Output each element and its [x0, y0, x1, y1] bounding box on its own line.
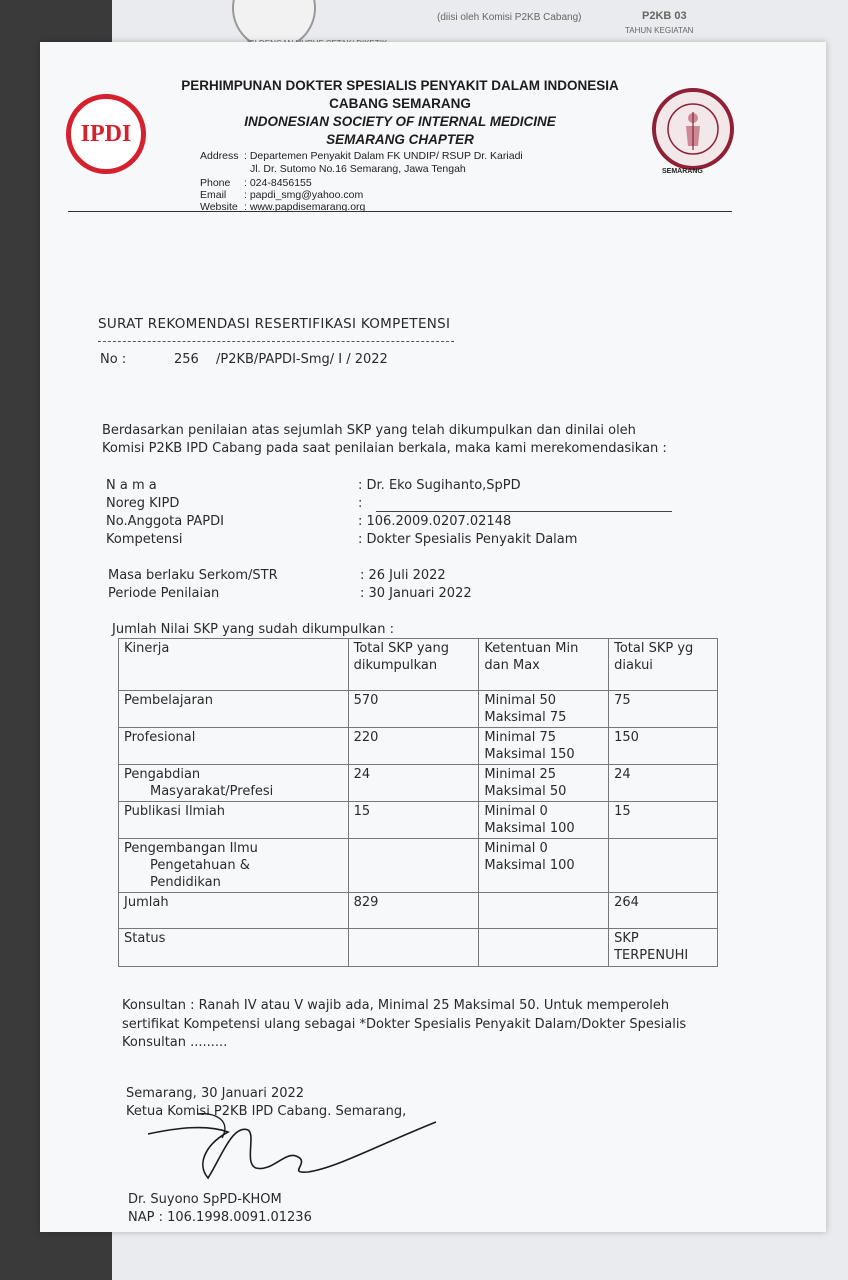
branch-name-id: CABANG SEMARANG: [329, 96, 471, 111]
field-value-noreg: :: [358, 496, 363, 511]
field-value-kompetensi: : Dokter Spesialis Penyakit Dalam: [358, 532, 578, 547]
jumlah-total: 829: [348, 893, 479, 929]
intro-line-1: Berdasarkan penilaian atas sejumlah SKP yang telah dikumpulkan dan dinilai oleh: [102, 423, 636, 438]
note-line-2: sertifikat Kompetensi ulang sebagai *Dokter Spesialis Penyakit Dalam/Dokter Spesialis: [122, 1017, 687, 1032]
email-key: Email: [200, 189, 227, 201]
ipdi-logo-text: IPDI: [80, 120, 132, 147]
table-jumlah-row: [119, 893, 718, 929]
signer-name: Dr. Suyono SpPD-KHOM: [128, 1192, 282, 1207]
table-row: [119, 691, 718, 728]
table-header-row: [119, 639, 718, 691]
row-diakui: 24: [609, 765, 718, 802]
address-key: Address: [200, 150, 239, 162]
ipdi-logo: [66, 94, 146, 174]
row-kinerja-3: Pendidikan: [150, 875, 221, 890]
row-min: Minimal 0: [484, 804, 548, 819]
table-caption: Jumlah Nilai SKP yang sudah dikumpulkan :: [112, 622, 394, 637]
row-total: 24: [348, 765, 479, 802]
note-line-3: Konsultan .........: [122, 1035, 228, 1050]
org-name-en: INDONESIAN SOCIETY OF INTERNAL MEDICINE: [244, 114, 556, 129]
intro-line-2: Komisi P2KB IPD Cabang pada saat penilaian berkala, maka kami merekomendasikan :: [102, 441, 667, 456]
table-row: [119, 728, 718, 765]
note-line-1: Konsultan : Ranah IV atau V wajib ada, Minimal 25 Maksimal 50. Untuk memperoleh: [122, 998, 670, 1013]
noreg-underline: [376, 511, 672, 512]
jumlah-label: Jumlah: [119, 893, 349, 929]
table-row: [119, 839, 718, 893]
field-label-anggota: No.Anggota PAPDI: [106, 514, 224, 529]
semarang-chapter-seal: [652, 88, 734, 170]
back-sheet-top-text: (diisi oleh Komisi P2KB Cabang): [437, 12, 582, 23]
row-kinerja: Publikasi Ilmiah: [124, 804, 226, 819]
address-line-1: [200, 150, 523, 162]
row-total: 570: [348, 691, 479, 728]
letter-title: SURAT REKOMENDASI RESERTIFIKASI KOMPETENSI: [98, 316, 451, 332]
status-label: Status: [119, 929, 349, 967]
seal-figure-icon: [656, 92, 730, 166]
field-label-periode: Periode Penilaian: [108, 586, 220, 601]
row-min: Minimal 0: [484, 841, 548, 856]
row-diakui: 15: [609, 802, 718, 839]
place-date: Semarang, 30 Januari 2022: [126, 1086, 305, 1101]
field-label-nama: N a m a: [106, 478, 157, 493]
field-label-noreg: Noreg KIPD: [106, 496, 180, 511]
field-value-nama: : Dr. Eko Sugihanto,SpPD: [358, 478, 521, 493]
table-row: [119, 802, 718, 839]
field-label-kompetensi: Kompetensi: [106, 532, 183, 547]
phone-value: : 024-8456155: [244, 177, 312, 189]
field-value-periode: : 30 Januari 2022: [360, 586, 472, 601]
letter-no-label: No :: [100, 352, 127, 367]
phone-line: [200, 177, 312, 189]
row-total: 220: [348, 728, 479, 765]
website-key: Website: [200, 201, 238, 213]
row-kinerja: Pengembangan Ilmu: [124, 841, 258, 856]
letter-page: [40, 42, 826, 1232]
header-ketentuan: Ketentuan Min dan Max: [479, 639, 609, 691]
row-total: 15: [348, 802, 479, 839]
email-line: [200, 189, 363, 201]
row-kinerja: Pembelajaran: [124, 693, 213, 708]
table-status-row: [119, 929, 718, 967]
letter-no-value: 256: [174, 352, 199, 367]
signer-nap: NAP : 106.1998.0091.01236: [128, 1210, 312, 1225]
row-max: Maksimal 150: [484, 747, 575, 762]
row-min: Minimal 50: [484, 693, 557, 708]
status-value-2: TERPENUHI: [614, 948, 689, 963]
row-diakui: 150: [609, 728, 718, 765]
field-label-masa-berlaku: Masa berlaku Serkom/STR: [108, 568, 278, 583]
title-dashed-rule: [98, 341, 454, 342]
row-min: Minimal 75: [484, 730, 557, 745]
handwritten-signature: [136, 1094, 456, 1184]
row-kinerja: Pengabdian: [124, 767, 201, 782]
row-max: Maksimal 100: [484, 821, 575, 836]
header-kinerja: Kinerja: [119, 639, 349, 691]
jumlah-diakui: 264: [609, 893, 718, 929]
row-kinerja-2: Pengetahuan &: [150, 858, 250, 873]
field-value-anggota: : 106.2009.0207.02148: [358, 514, 512, 529]
status-value-1: SKP: [614, 931, 639, 946]
letter-no-suffix: /P2KB/PAPDI-Smg/ I / 2022: [216, 352, 388, 367]
header-diakui: Total SKP yg diakui: [609, 639, 718, 691]
letterhead-divider: [68, 211, 732, 212]
address-line-2: Jl. Dr. Sutomo No.16 Semarang, Jawa Tengah: [250, 163, 466, 175]
row-max: Maksimal 75: [484, 710, 567, 725]
row-max: Maksimal 50: [484, 784, 567, 799]
back-sheet-tahun: TAHUN KEGIATAN: [625, 26, 694, 35]
row-total: [348, 839, 479, 893]
email-value: : papdi_smg@yahoo.com: [244, 189, 364, 201]
field-value-masa-berlaku: : 26 Juli 2022: [360, 568, 446, 583]
skp-table: [118, 638, 718, 967]
row-diakui: 75: [609, 691, 718, 728]
row-diakui: [609, 839, 718, 893]
website-value: : www.papdisemarang.org: [244, 201, 366, 213]
row-kinerja: Profesional: [124, 730, 196, 745]
back-sheet-code: P2KB 03: [642, 10, 687, 22]
header-total-skp: Total SKP yang dikumpulkan: [348, 639, 479, 691]
branch-name-en: SEMARANG CHAPTER: [326, 132, 474, 147]
org-name-id: PERHIMPUNAN DOKTER SPESIALIS PENYAKIT DALAM INDONESIA: [181, 78, 619, 93]
row-max: Maksimal 100: [484, 858, 575, 873]
seal-label: SEMARANG: [662, 168, 703, 175]
address-value: : Departemen Penyakit Dalam FK UNDIP/ RSUP Dr. Kariadi: [244, 150, 523, 162]
signer-role: Ketua Komisi P2KB IPD Cabang. Semarang,: [126, 1104, 407, 1119]
row-kinerja-2: Masyarakat/Prefesi: [150, 784, 274, 799]
row-min: Minimal 25: [484, 767, 557, 782]
phone-key: Phone: [200, 177, 231, 189]
table-row: [119, 765, 718, 802]
